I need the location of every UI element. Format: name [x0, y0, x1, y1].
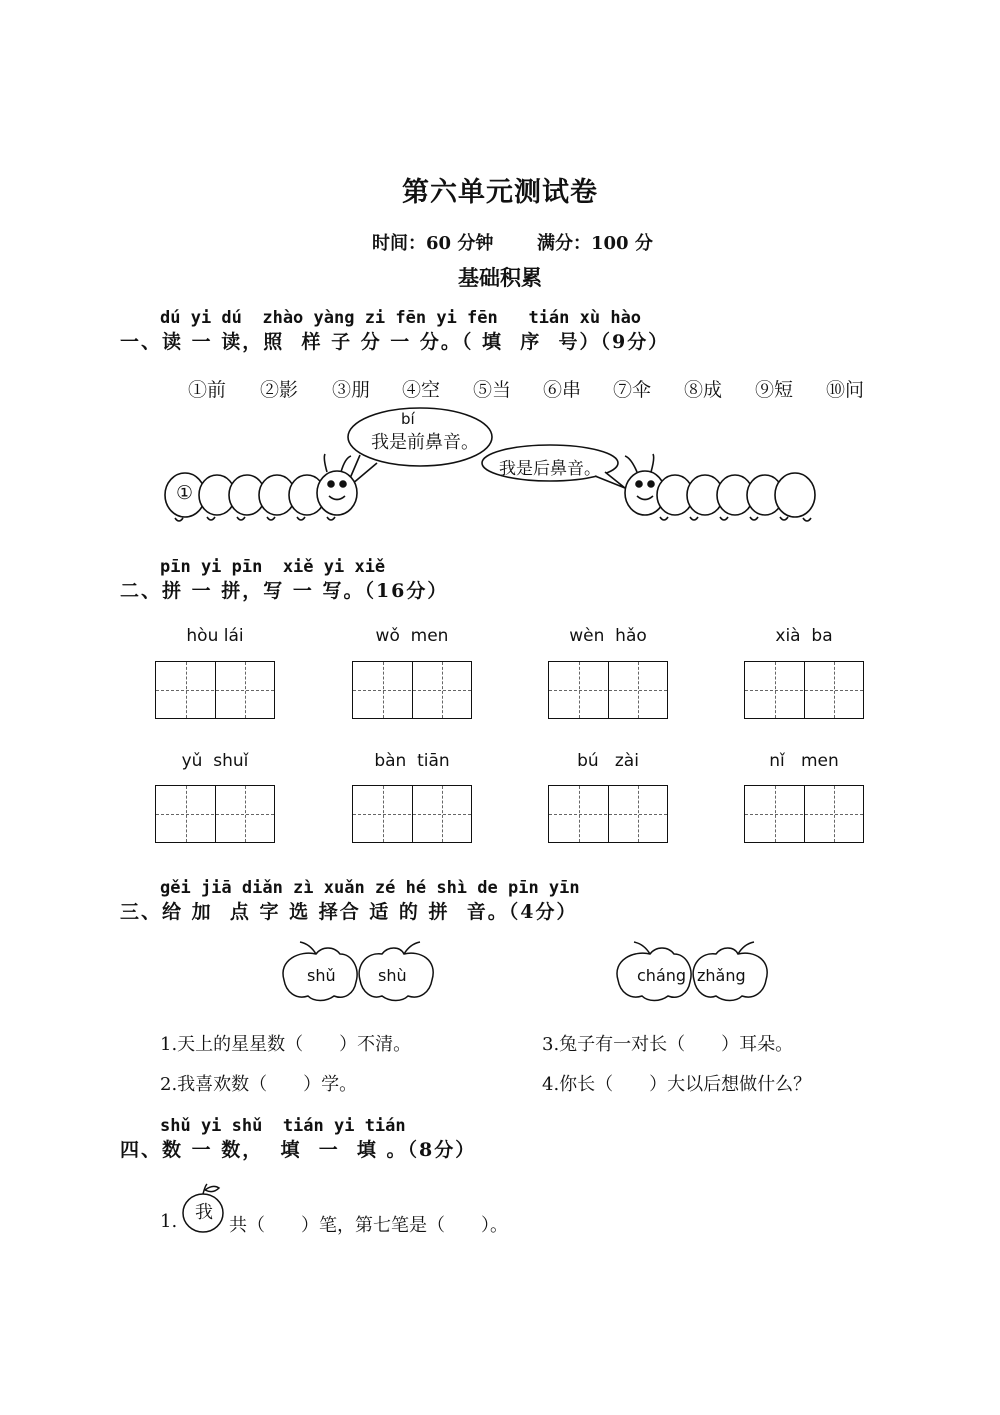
q4-title: 四、数 一 数， 填 一 填 。（8分） — [120, 1139, 477, 1161]
leaf-option-shu3[interactable]: shǔ — [307, 966, 336, 985]
q2-word-3: wèn hǎo — [569, 626, 647, 646]
q1-char-3: ③朋 — [332, 379, 371, 401]
q3-pinyin: gěi jiā diǎn zì xuǎn zé hé shì de pīn yīn — [160, 878, 580, 898]
writing-grid[interactable] — [352, 785, 472, 843]
writing-grid[interactable] — [744, 661, 864, 719]
q4-pinyin: shǔ yi shǔ tián yi tián — [160, 1116, 406, 1136]
time-label: 时间：60 分钟 — [372, 233, 494, 254]
q3-sentence-2: 2.我喜欢数（ ）学。 — [160, 1074, 358, 1095]
right-caterpillar — [625, 454, 815, 521]
page-title: 第六单元测试卷 — [402, 177, 598, 208]
q1-char-9: ⑨短 — [755, 379, 794, 401]
leaf-option-zhang[interactable]: zhǎng — [697, 966, 746, 985]
leaf-pair-left — [278, 940, 438, 1005]
writing-grid[interactable] — [744, 785, 864, 843]
q3-sentence-3: 3.兔子有一对长（ ）耳朵。 — [542, 1034, 794, 1055]
section-subtitle: 基础积累 — [458, 265, 542, 290]
q1-char-2: ②影 — [260, 379, 299, 401]
left-caterpillar — [165, 454, 357, 521]
bubble-left-text: 我是前鼻音。 — [371, 432, 479, 453]
q1-char-4: ④空 — [402, 379, 441, 401]
q1-pinyin: dú yi dú zhào yàng zi fēn yi fēn tián xù hào — [160, 308, 642, 328]
writing-grid[interactable] — [548, 661, 668, 719]
leaf-option-shu4[interactable]: shù — [378, 966, 407, 985]
q2-word-8: nǐ men — [769, 751, 839, 771]
q1-char-10: ⑩问 — [826, 379, 865, 401]
bubble-left-pinyin: bí — [401, 410, 415, 428]
leaf-option-chang[interactable]: cháng — [637, 966, 687, 985]
q1-char-1: ①前 — [188, 379, 227, 401]
q1-title: 一、读 一 读，照 样 子 分 一 分。（ 填 序 号）（9分） — [120, 331, 670, 353]
caterpillar-first-segment-label: ① — [176, 482, 194, 504]
writing-grid[interactable] — [352, 661, 472, 719]
writing-grid[interactable] — [155, 661, 275, 719]
q2-word-6: bàn tiān — [374, 751, 450, 771]
q2-title: 二、拼 一 拼，写 一 写。（16分） — [120, 580, 449, 602]
apple-char: 我 — [195, 1202, 213, 1223]
q2-pinyin: pīn yi pīn xiě yi xiě — [160, 557, 386, 577]
q1-char-8: ⑧成 — [684, 379, 723, 401]
q2-word-1: hòu lái — [186, 626, 244, 646]
writing-grid[interactable] — [155, 785, 275, 843]
caterpillar-illustration — [155, 400, 825, 535]
q3-sentence-4: 4.你长（ ）大以后想做什么？ — [542, 1074, 812, 1095]
q1-char-6: ⑥串 — [543, 379, 582, 401]
q2-word-2: wǒ men — [375, 626, 449, 646]
q1-char-5: ⑤当 — [473, 379, 512, 401]
q3-title: 三、给 加 点 字 选 择合 适 的 拼 音。（4分） — [120, 901, 578, 923]
q2-word-5: yǔ shuǐ — [181, 751, 249, 771]
leaf-pair-right — [612, 940, 772, 1005]
q4-item-1-prefix: 1. — [160, 1211, 178, 1232]
score-label: 满分：100 分 — [537, 233, 653, 254]
q2-word-4: xià ba — [775, 626, 833, 646]
q3-sentence-1: 1.天上的星星数（ ）不清。 — [160, 1034, 412, 1055]
q4-item-1-text: 共（ ）笔，第七笔是（ ）。 — [229, 1215, 508, 1236]
q1-char-7: ⑦伞 — [613, 379, 652, 401]
bubble-right-text: 我是后鼻音。 — [499, 459, 601, 479]
writing-grid[interactable] — [548, 785, 668, 843]
q2-word-7: bú zài — [577, 751, 639, 771]
